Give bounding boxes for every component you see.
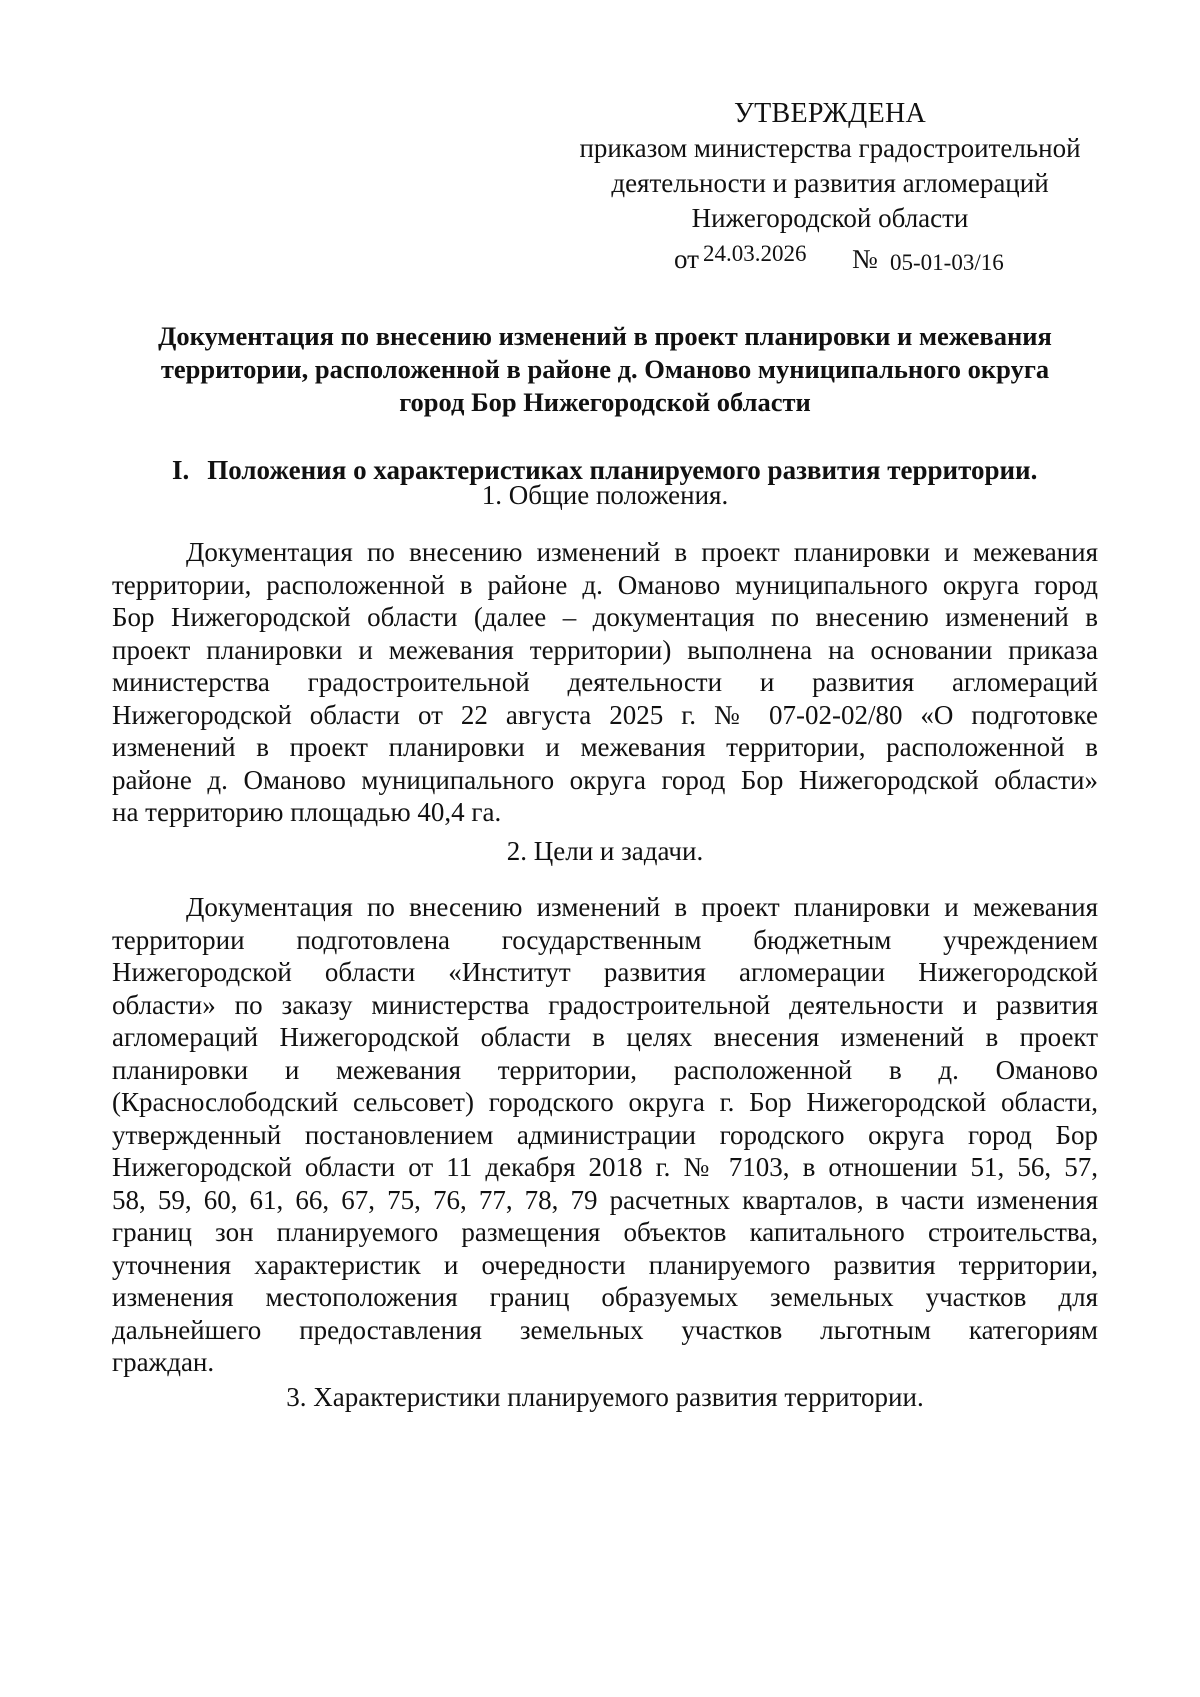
- order-prefix: от: [674, 244, 699, 274]
- subsection-3-heading: 3. Характеристики планируемого развития территории.: [286, 1382, 924, 1412]
- document-title-line-1: Документация по внесению изменений в проект планировки и межевания: [158, 321, 1052, 351]
- approval-line-3: Нижегородской области: [691, 203, 969, 233]
- paragraph-line: Документация по внесению изменений в проект планировки и межевания: [186, 892, 1098, 922]
- paragraph-line: территории, расположенной в районе д. Оманово муниципального округа город: [112, 569, 1098, 600]
- paragraph-line: Нижегородской области «Институт развития агломерации Нижегородской: [112, 957, 1098, 987]
- subsection-2-heading: 2. Цели и задачи.: [506, 836, 704, 866]
- paragraph-line: (Краснослободский сельсовет) городского округа г. Бор Нижегородской области,: [112, 1087, 1098, 1117]
- paragraph-line: изменений в проект планировки и межевания территории, расположенной в: [112, 732, 1098, 762]
- paragraph-line: на территорию площадью 40,4 га.: [112, 797, 502, 827]
- order-details: [560, 238, 1100, 278]
- section-number: I.: [172, 455, 190, 485]
- paragraph-line: министерства градостроительной деятельности и развития агломераций: [112, 667, 1098, 697]
- paragraph-line: границ зон планируемого размещения объектов капитального строительства,: [112, 1217, 1098, 1247]
- subsection-1-heading: 1. Общие положения.: [481, 480, 729, 510]
- paragraph-line: районе д. Оманово муниципального округа город Бор Нижегородской области»: [112, 764, 1098, 795]
- paragraph-line: уточнения характеристик и очередности планируемого развития территории,: [112, 1249, 1098, 1280]
- paragraph-line: Нижегородской области от 22 августа 2025 г. № 07-02-02/80 «О подготовке: [112, 699, 1098, 730]
- paragraph-line: агломераций Нижегородской области в целях внесения изменений в проект: [112, 1022, 1098, 1052]
- approval-stamp: УТВЕРЖДЕНА: [733, 98, 927, 129]
- approval-block: [560, 96, 1100, 278]
- document-title-line-2: территории, расположенной в районе д. Оманово муниципального округа: [160, 354, 1050, 384]
- paragraph-line: области» по заказу министерства градостроительной деятельности и развития: [112, 989, 1098, 1020]
- paragraph-line: проект планировки и межевания территории) выполнена на основании приказа: [112, 634, 1098, 665]
- paragraph-goals-and-tasks: [112, 891, 1098, 1379]
- paragraph-line: утвержденный постановлением администрации городского округа город Бор: [112, 1119, 1098, 1150]
- section-heading-text: Положения о характеристиках планируемого развития территории.: [207, 455, 1038, 485]
- paragraph-line: территории подготовлена государственным бюджетным учреждением: [112, 924, 1098, 955]
- paragraph-line: изменения местоположения границ образуемых земельных участков для: [112, 1282, 1098, 1312]
- document-title: [112, 320, 1098, 419]
- paragraph-line: планировки и межевания территории, расположенной в д. Оманово: [112, 1054, 1098, 1085]
- paragraph-line: Бор Нижегородской области (далее – документация по внесению изменений в: [112, 602, 1098, 632]
- paragraph-line: граждан.: [112, 1347, 215, 1377]
- paragraph-line: Документация по внесению изменений в проект планировки и межевания: [186, 537, 1098, 567]
- order-number-sign: №: [852, 244, 878, 274]
- paragraph-line: Нижегородской области от 11 декабря 2018 г. № 7103, в отношении 51, 56, 57,: [112, 1152, 1098, 1182]
- paragraph-line: дальнейшего предоставления земельных участков льготным категориям: [112, 1314, 1098, 1345]
- approval-line-2: деятельности и развития агломераций: [611, 168, 1049, 198]
- order-number: 05-01-03/16: [890, 250, 1004, 275]
- order-date: 24.03.2026: [703, 241, 807, 266]
- approval-line-1: приказом министерства градостроительной: [579, 133, 1081, 163]
- document-title-line-3: город Бор Нижегородской области: [399, 387, 811, 417]
- paragraph-general-provisions: [112, 536, 1098, 829]
- paragraph-line: 58, 59, 60, 61, 66, 67, 75, 76, 77, 78, 79 расчетных кварталов, в части изменения: [112, 1184, 1098, 1215]
